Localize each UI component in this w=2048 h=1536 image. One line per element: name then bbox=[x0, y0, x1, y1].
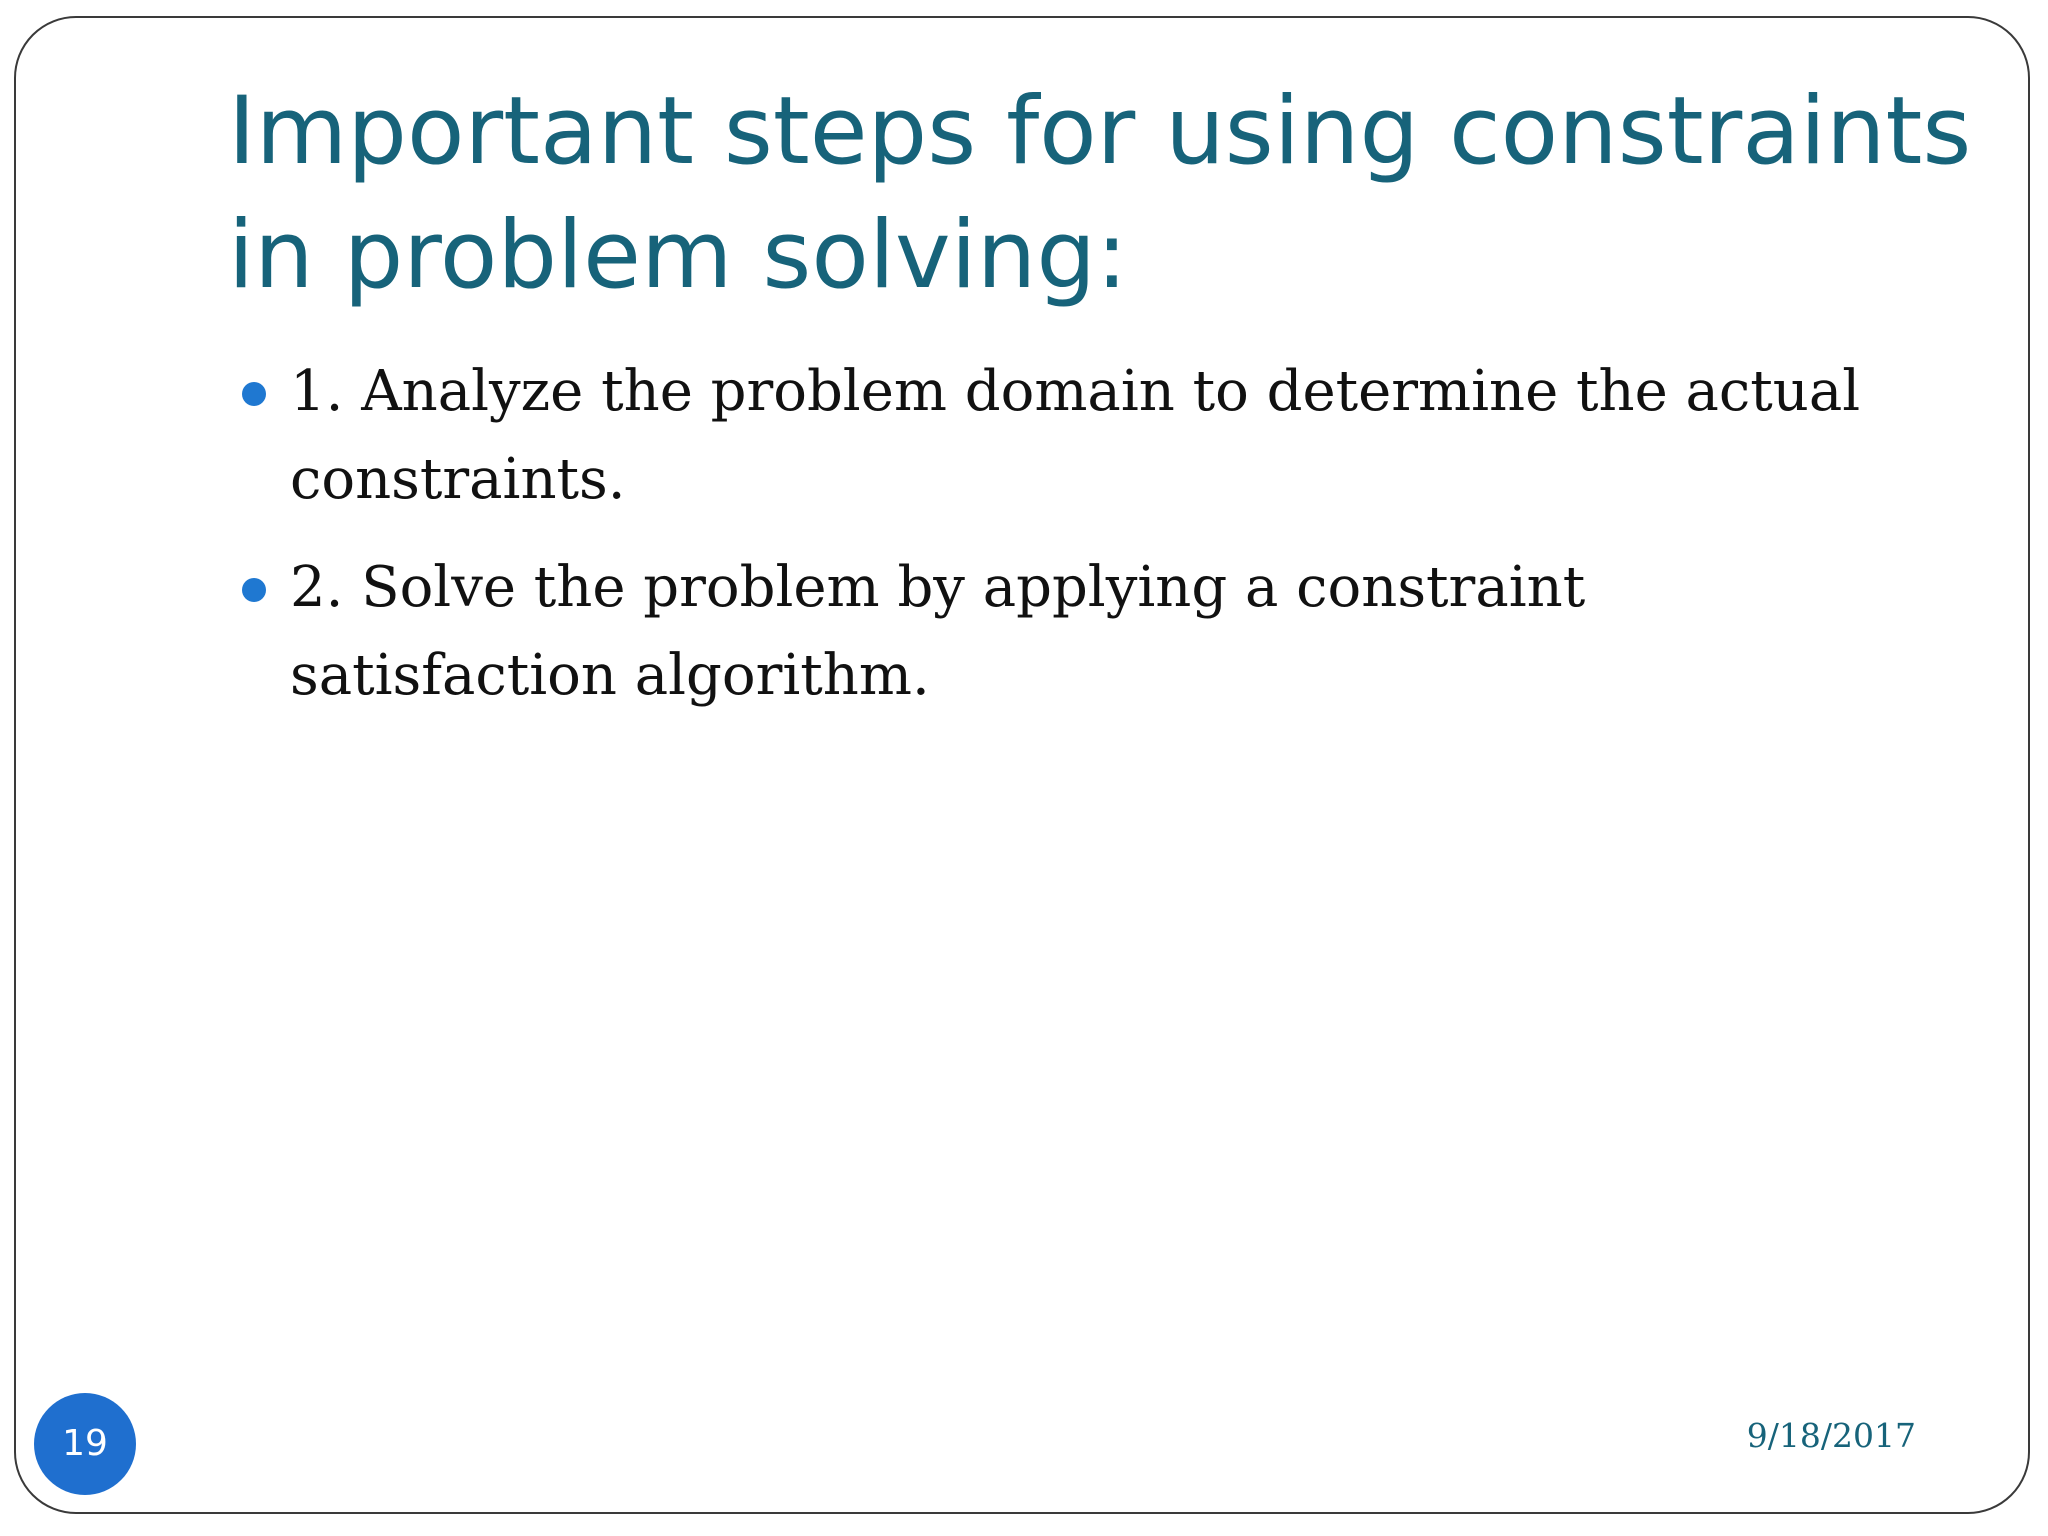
bullet-dot-icon bbox=[242, 382, 266, 406]
slide bbox=[14, 16, 2030, 1514]
page-number-badge: 19 bbox=[34, 1393, 136, 1495]
bullet-item bbox=[228, 544, 1928, 720]
bullet-item bbox=[228, 348, 1928, 524]
bullet-text: 1. Analyze the problem domain to determine the actual constraints. bbox=[290, 359, 1861, 512]
bullet-dot-icon bbox=[242, 578, 266, 602]
bullet-list bbox=[228, 348, 1928, 740]
slide-date: 9/18/2017 bbox=[1746, 1416, 1916, 1455]
slide-title: Important steps for using constraints in problem solving: bbox=[228, 77, 1972, 310]
bullet-text: 2. Solve the problem by applying a constraint satisfaction algorithm. bbox=[290, 555, 1586, 708]
